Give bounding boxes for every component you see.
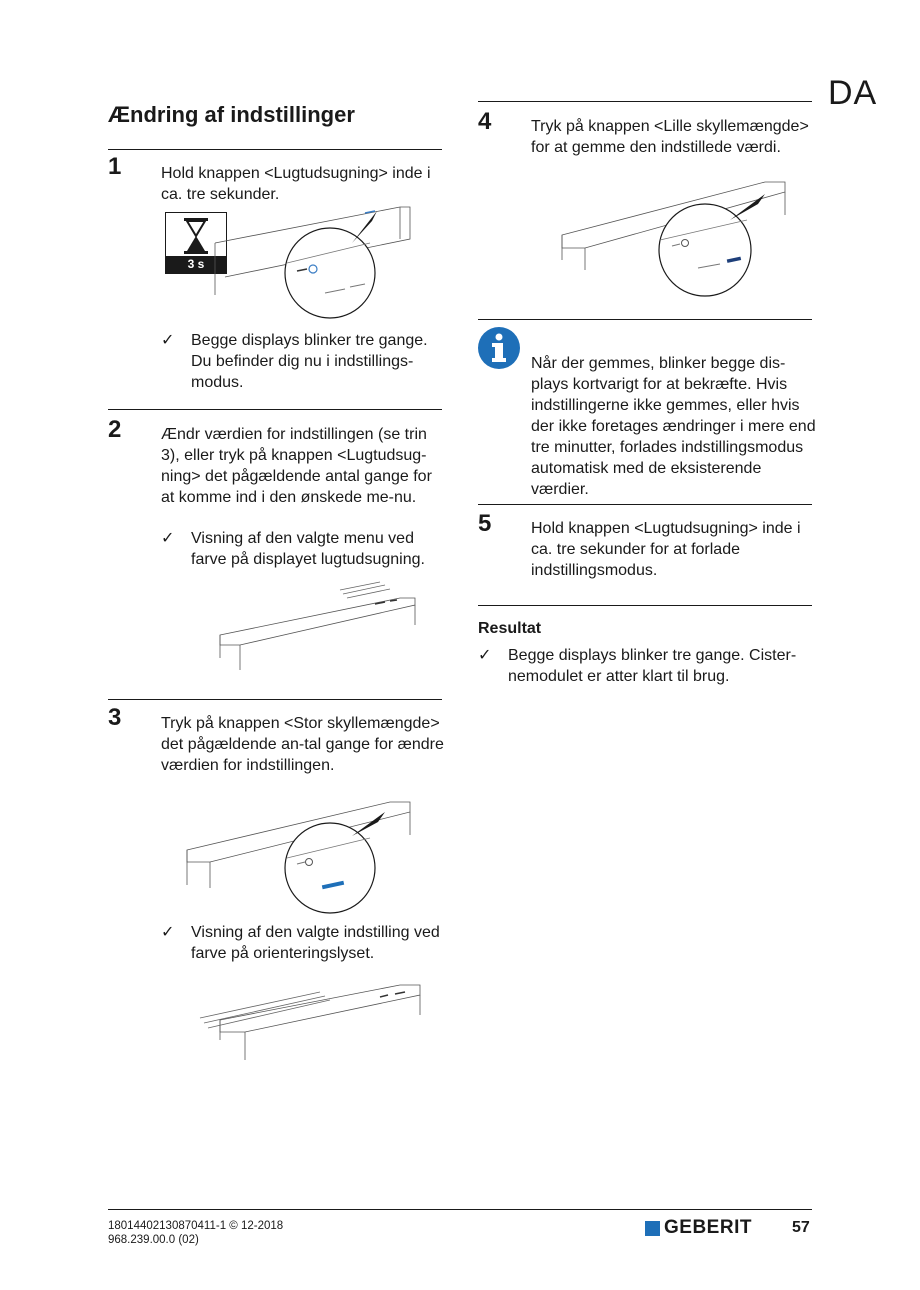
language-tag: DA (828, 74, 878, 112)
result-item-text: Begge displays blinker tre gange. Cister-nemodulet er atter klart til brug. (508, 647, 797, 685)
info-divider (478, 319, 812, 320)
step-result-text: Visning af den valgte indstilling ved farve på orienteringslyset. (191, 924, 440, 962)
step-result-text: Begge displays blinker tre gange. Du befinder dig nu i indstillings-modus. (191, 332, 428, 391)
step-divider (478, 504, 812, 505)
brand-square-icon (645, 1221, 660, 1236)
panel-illustration-zoom (560, 180, 790, 300)
footer-doc-id: 18014402130870411-1 © 12-2018 (108, 1220, 284, 1232)
info-note-text: Når der gemmes, blinker begge dis-plays kortvarigt for at bekræfte. Hvis indstillingerne ikke gemmes, eller hvis der ikke foretages ændringer i mere end tre minutter, forlades indstillingsmodus automatisk med de eksisterende værdier. (531, 355, 816, 498)
check-icon: ✓ (161, 924, 175, 941)
check-icon: ✓ (161, 332, 175, 349)
check-icon: ✓ (161, 530, 175, 547)
step-text: Hold knappen <Lugtudsugning> inde i ca. tre sekunder. (161, 165, 431, 203)
top-rule-right (478, 101, 812, 102)
step-divider (108, 409, 442, 410)
step-result (161, 330, 451, 393)
step-number: 4 (478, 108, 492, 135)
timer-label: 3 s (166, 256, 226, 273)
step-number: 5 (478, 510, 492, 537)
page-number: 57 (792, 1219, 810, 1236)
footer-doc-number: 968.239.00.0 (02) (108, 1234, 199, 1246)
brand-logo (645, 1217, 752, 1239)
step-result (161, 528, 451, 570)
info-icon (478, 327, 520, 369)
step-number: 1 (108, 153, 122, 180)
step-text: Tryk på knappen <Lille skyllemængde> for at gemme den indstillede værdi. (531, 118, 809, 156)
step-divider (108, 699, 442, 700)
panel-illustration (215, 580, 425, 675)
brand-name: GEBERIT (664, 1217, 752, 1238)
step-divider (108, 149, 442, 150)
step-text: Ændr værdien for indstillingen (se trin 3), eller tryk på knappen <Lugtudsug-ning> det pågældende antal gange for at komme ind i den ønskede me-nu. (161, 426, 432, 506)
result-item (478, 645, 818, 687)
footer-rule (108, 1209, 812, 1210)
step-number: 2 (108, 416, 122, 443)
section-title: Ændring af indstillinger (108, 102, 355, 127)
step-text: Hold knappen <Lugtudsugning> inde i ca. tre sekunder for at forlade indstillingsmodus. (531, 520, 801, 579)
step-text: Tryk på knappen <Stor skyllemængde> det pågældende an-tal gange for ændre værdien for indstillingen. (161, 715, 444, 774)
check-icon: ✓ (478, 647, 492, 664)
result-divider (478, 605, 812, 606)
step-result-text: Visning af den valgte menu ved farve på displayet lugtudsugning. (191, 530, 425, 568)
panel-illustration-zoom (185, 800, 415, 918)
panel-illustration (200, 980, 425, 1065)
panel-illustration-zoom (205, 205, 415, 325)
step-result (161, 922, 451, 964)
result-heading: Resultat (478, 620, 542, 637)
step-number: 3 (108, 704, 122, 731)
